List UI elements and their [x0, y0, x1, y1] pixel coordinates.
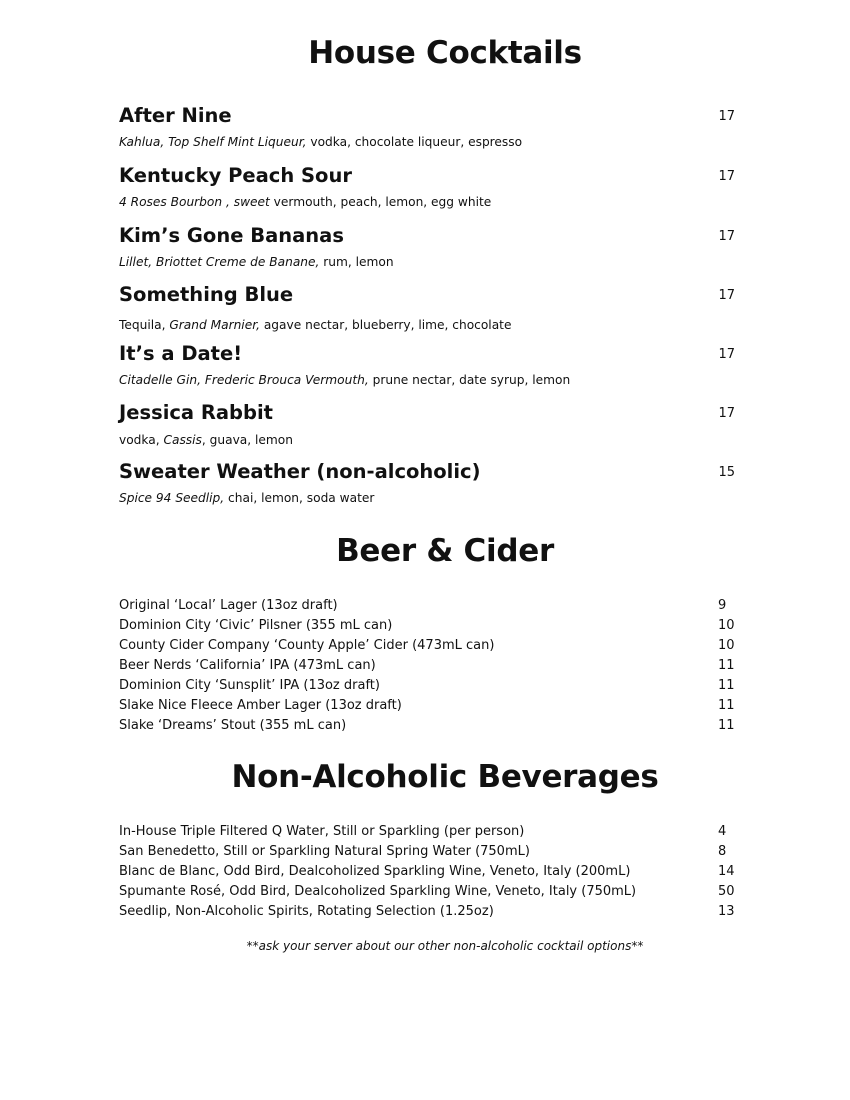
cocktail-desc-plain: chai, lemon, soda water	[224, 491, 375, 505]
cocktail-desc-italic: Cassis	[163, 433, 202, 447]
cocktail-item	[119, 285, 735, 335]
item-name: Original ‘Local’ Lager (13oz draft)	[119, 598, 338, 613]
list-item	[119, 636, 735, 656]
cocktail-desc-plain: prune nectar, date syrup, lemon	[368, 373, 571, 387]
cocktail-price: 17	[718, 347, 735, 362]
cocktail-description	[119, 434, 293, 446]
non-alcoholic-title: Non-Alcoholic Beverages	[231, 759, 659, 795]
item-price: 11	[718, 678, 735, 693]
cocktail-desc-plain: vodka, chocolate liqueur, espresso	[306, 135, 523, 149]
cocktail-price: 17	[718, 288, 735, 303]
item-price: 9	[718, 598, 727, 613]
cocktail-desc-plain: , guava, lemon	[201, 433, 293, 447]
item-price: 11	[718, 718, 735, 733]
cocktail-price: 17	[718, 169, 735, 184]
house-cocktails-title: House Cocktails	[308, 35, 582, 71]
item-price: 13	[718, 904, 735, 919]
item-name: Slake Nice Fleece Amber Lager (13oz draft)	[119, 698, 402, 713]
cocktail-item	[119, 226, 735, 274]
beer-list	[119, 596, 735, 736]
item-name: Beer Nerds ‘California’ IPA (473mL can)	[119, 658, 376, 673]
cocktail-description	[119, 319, 511, 331]
cocktail-item	[119, 166, 735, 214]
cocktail-desc-italic: Spice 94 Seedlip,	[119, 491, 225, 505]
cocktail-price: 17	[718, 406, 735, 421]
item-name: Slake ‘Dreams’ Stout (355 mL can)	[119, 718, 347, 733]
cocktail-name: Sweater Weather (non-alcoholic)	[119, 460, 481, 483]
list-item	[119, 902, 735, 922]
list-item	[119, 842, 735, 862]
item-price: 14	[718, 864, 735, 879]
cocktail-item	[119, 344, 735, 392]
cocktail-description	[119, 256, 394, 268]
cocktail-desc-italic: Lillet, Briottet Creme de Banane,	[119, 255, 320, 269]
cocktail-name: Something Blue	[119, 283, 294, 306]
item-price: 10	[718, 638, 735, 653]
cocktail-item	[119, 403, 735, 451]
cocktail-desc-italic: Citadelle Gin, Frederic Brouca Vermouth,	[119, 373, 369, 387]
cocktail-desc-lead: Tequila,	[119, 318, 170, 332]
list-item	[119, 596, 735, 616]
cocktail-desc-italic: Grand Marnier,	[169, 318, 260, 332]
list-item	[119, 676, 735, 696]
cocktail-name: Jessica Rabbit	[119, 401, 273, 424]
item-name: Spumante Rosé, Odd Bird, Dealcoholized Sparkling Wine, Veneto, Italy (750mL)	[119, 884, 637, 899]
item-price: 11	[718, 658, 735, 673]
list-item	[119, 716, 735, 736]
cocktail-price: 17	[718, 229, 735, 244]
cocktail-name: After Nine	[119, 104, 232, 127]
item-name: Blanc de Blanc, Odd Bird, Dealcoholized Sparkling Wine, Veneto, Italy (200mL)	[119, 864, 631, 879]
cocktail-desc-plain: agave nectar, blueberry, lime, chocolate	[259, 318, 512, 332]
cocktail-desc-italic: Kahlua, Top Shelf Mint Liqueur,	[119, 135, 307, 149]
item-price: 10	[718, 618, 735, 633]
list-item	[119, 862, 735, 882]
cocktail-price: 17	[718, 109, 735, 124]
cocktail-price: 15	[718, 465, 735, 480]
item-name: Seedlip, Non-Alcoholic Spirits, Rotating Selection (1.25oz)	[119, 904, 494, 919]
cocktail-description	[119, 196, 491, 208]
item-name: County Cider Company ‘County Apple’ Cider (473mL can)	[119, 638, 495, 653]
cocktail-description	[119, 492, 374, 504]
cocktail-desc-plain: vermouth, peach, lemon, egg white	[269, 195, 492, 209]
cocktail-description	[119, 136, 522, 148]
cocktail-item	[119, 106, 735, 154]
item-name: Dominion City ‘Sunsplit’ IPA (13oz draft)	[119, 678, 380, 693]
item-price: 11	[718, 698, 735, 713]
cocktail-name: It’s a Date!	[119, 342, 243, 365]
item-name: Dominion City ‘Civic’ Pilsner (355 mL can)	[119, 618, 393, 633]
list-item	[119, 616, 735, 636]
cocktail-desc-lead: vodka,	[119, 433, 164, 447]
list-item	[119, 822, 735, 842]
cocktail-desc-italic: 4 Roses Bourbon , sweet	[119, 195, 270, 209]
beer-cider-title: Beer & Cider	[336, 533, 554, 569]
item-price: 50	[718, 884, 735, 899]
cocktail-item	[119, 462, 735, 510]
item-price: 8	[718, 844, 727, 859]
list-item	[119, 656, 735, 676]
cocktail-description	[119, 374, 570, 386]
cocktail-name: Kim’s Gone Bananas	[119, 224, 344, 247]
list-item	[119, 696, 735, 716]
item-name: In-House Triple Filtered Q Water, Still or Sparkling (per person)	[119, 824, 525, 839]
item-price: 4	[718, 824, 727, 839]
cocktail-name: Kentucky Peach Sour	[119, 164, 352, 187]
cocktail-desc-plain: rum, lemon	[319, 255, 394, 269]
footnote: **ask your server about our other non-alcoholic cocktail options**	[246, 939, 644, 953]
item-name: San Benedetto, Still or Sparkling Natural Spring Water (750mL)	[119, 844, 530, 859]
list-item	[119, 882, 735, 902]
non-alcoholic-list	[119, 822, 735, 922]
